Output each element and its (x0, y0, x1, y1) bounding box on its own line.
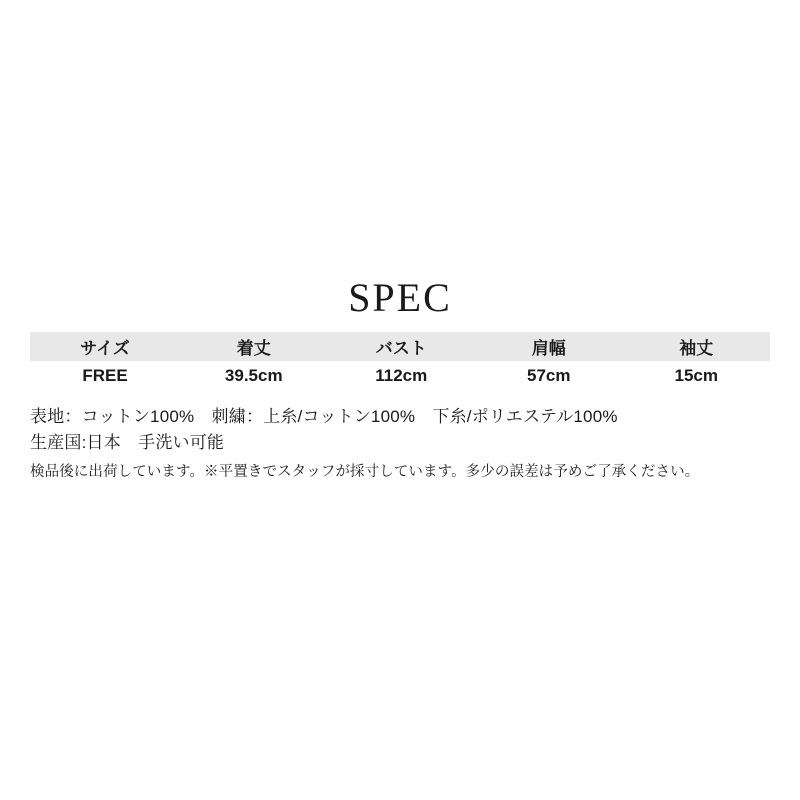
table-header-row (30, 332, 770, 361)
column-header-size: サイズ (80, 339, 130, 358)
cell-bust: 112cm (375, 365, 428, 385)
column-header-length: 着丈 (236, 339, 271, 358)
measurement-disclaimer: 検品後に出荷しています。※平置きでスタッフが採寸しています。多少の誤差は予めご了承ください。 (30, 463, 700, 480)
spec-section (0, 275, 800, 484)
column-header-sleeve: 袖丈 (679, 339, 714, 358)
column-header-shoulder: 肩幅 (531, 339, 566, 358)
table-row (30, 361, 770, 390)
cell-length: 39.5cm (224, 365, 283, 385)
cell-shoulder: 57cm (527, 365, 571, 385)
spec-table-body (30, 361, 770, 390)
material-note: 表地：コットン100% 刺繍：上糸/コットン100% 下糸/ポリエステル100% (30, 407, 618, 426)
spec-table (30, 332, 770, 390)
spec-table-header (30, 332, 770, 361)
column-header-bust: バスト (375, 339, 427, 358)
cell-size: FREE (82, 365, 128, 385)
cell-sleeve: 15cm (674, 365, 718, 385)
spec-notes (30, 390, 770, 484)
page-title: SPEC (348, 275, 452, 320)
origin-note: 生産国:日本 手洗い可能 (30, 433, 225, 453)
